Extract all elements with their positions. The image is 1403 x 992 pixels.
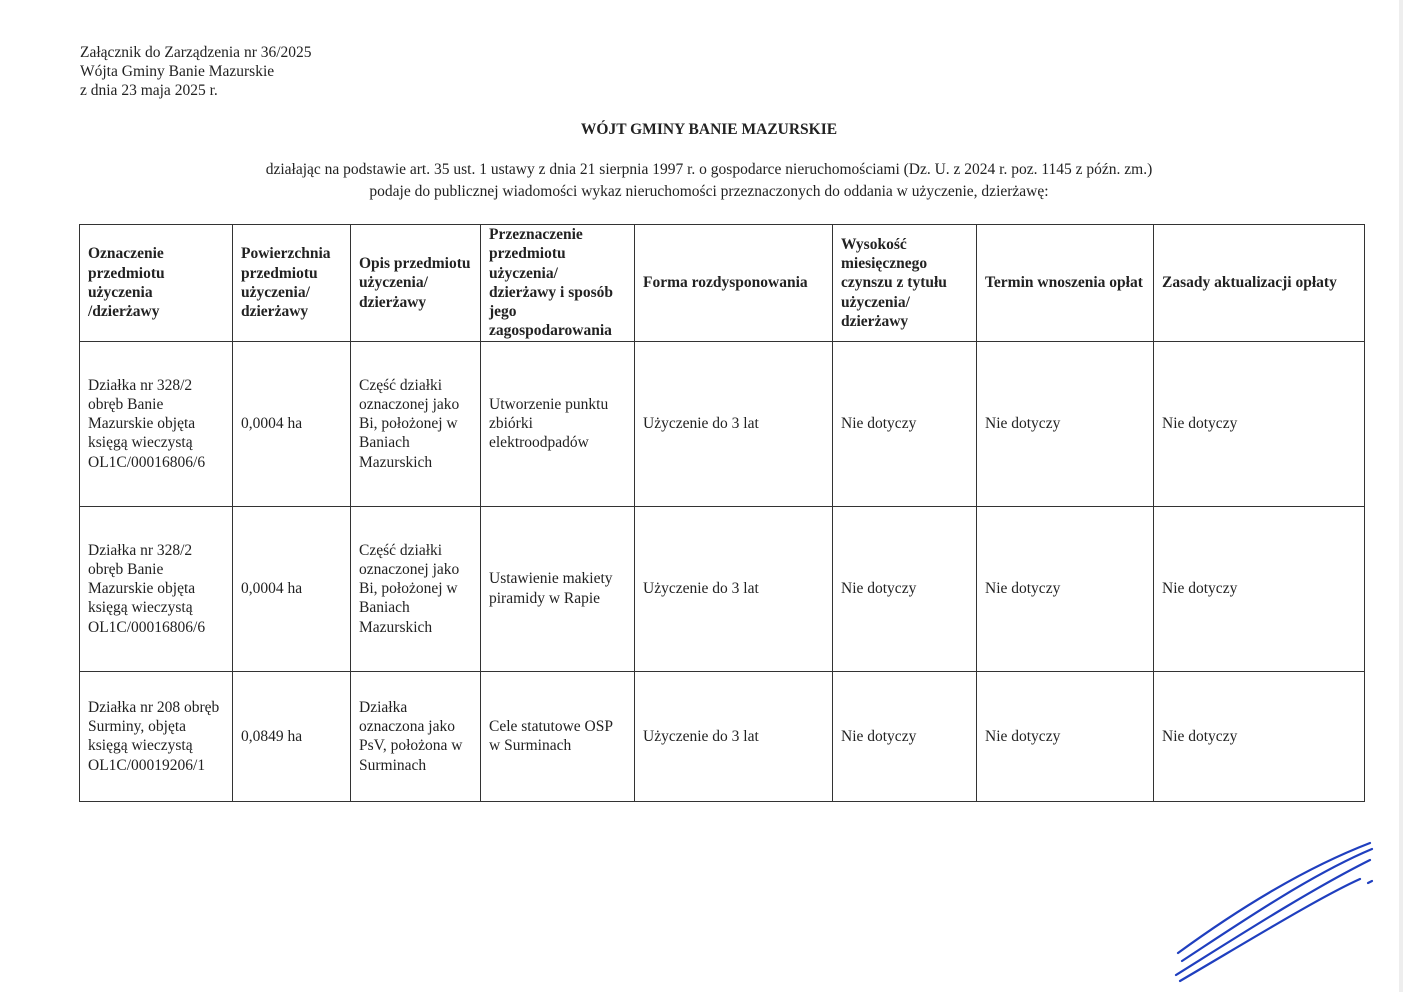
table-cell: Część działki oznaczonej jako Bi, położonej w Baniach Mazurskich bbox=[351, 506, 481, 671]
table-cell: 0,0849 ha bbox=[233, 671, 351, 801]
table-header-row bbox=[80, 225, 1365, 342]
table-cell: Działka nr 208 obręb Surminy, objęta księgą wieczystą OL1C/00019206/1 bbox=[80, 671, 233, 801]
table-cell: Nie dotyczy bbox=[1154, 506, 1365, 671]
table-cell: Nie dotyczy bbox=[1154, 341, 1365, 506]
attachment-header bbox=[80, 43, 312, 100]
intro-text bbox=[0, 159, 1403, 203]
table-cell: 0,0004 ha bbox=[233, 341, 351, 506]
table-cell: Nie dotyczy bbox=[833, 506, 977, 671]
table-cell: Cele statutowe OSP w Surminach bbox=[481, 671, 635, 801]
header-line: Załącznik do Zarządzenia nr 36/2025 bbox=[80, 44, 312, 61]
table-cell: Użyczenie do 3 lat bbox=[635, 341, 833, 506]
intro-line: działając na podstawie art. 35 ust. 1 ustawy z dnia 21 sierpnia 1997 r. o gospodarce nieruchomościami (Dz. U. z 2024 r. poz. 1145 z późn. zm.) bbox=[265, 161, 1153, 178]
header-line: Wójta Gminy Banie Mazurskie bbox=[80, 63, 275, 80]
column-header: Termin wnoszenia opłat bbox=[977, 225, 1154, 342]
header-line: z dnia 23 maja 2025 r. bbox=[80, 82, 218, 99]
intro-line: podaje do publicznej wiadomości wykaz nieruchomości przeznaczonych do oddania w użyczenie, dzierżawę: bbox=[369, 183, 1049, 200]
table-cell: Nie dotyczy bbox=[833, 341, 977, 506]
table-cell: Działka nr 328/2 obręb Banie Mazurskie objęta księgą wieczystą OL1C/00016806/6 bbox=[80, 341, 233, 506]
column-header: Forma rozdysponowania bbox=[635, 225, 833, 342]
table-cell: Nie dotyczy bbox=[833, 671, 977, 801]
column-header: Powierzchnia przedmiotu użyczenia/ dzierżawy bbox=[233, 225, 351, 342]
table-cell: Nie dotyczy bbox=[1154, 671, 1365, 801]
document-title: WÓJT GMINY BANIE MAZURSKIE bbox=[580, 121, 838, 138]
column-header: Opis przedmiotu użyczenia/ dzierżawy bbox=[351, 225, 481, 342]
column-header: Wysokość miesięcznego czynszu z tytułu użyczenia/ dzierżawy bbox=[833, 225, 977, 342]
table-cell: Działka nr 328/2 obręb Banie Mazurskie objęta księgą wieczystą OL1C/00016806/6 bbox=[80, 506, 233, 671]
table-cell: Nie dotyczy bbox=[977, 341, 1154, 506]
column-header: Oznaczenie przedmiotu użyczenia /dzierżawy bbox=[80, 225, 233, 342]
table-cell: Ustawienie makiety piramidy w Rapie bbox=[481, 506, 635, 671]
column-header: Przeznaczenie przedmiotu użyczenia/ dzierżawy i sposób jego zagospodarowania bbox=[481, 225, 635, 342]
table-cell: Użyczenie do 3 lat bbox=[635, 506, 833, 671]
table-row bbox=[80, 341, 1365, 506]
table-row bbox=[80, 506, 1365, 671]
property-table bbox=[79, 224, 1365, 802]
table-cell: Utworzenie punktu zbiórki elektroodpadów bbox=[481, 341, 635, 506]
table-cell: Działka oznaczona jako PsV, położona w Surminach bbox=[351, 671, 481, 801]
table-cell: Nie dotyczy bbox=[977, 671, 1154, 801]
table-cell: Nie dotyczy bbox=[977, 506, 1154, 671]
table-cell: Użyczenie do 3 lat bbox=[635, 671, 833, 801]
column-header: Zasady aktualizacji opłaty bbox=[1154, 225, 1365, 342]
handwritten-signature bbox=[1170, 835, 1380, 985]
scan-edge bbox=[1399, 0, 1403, 992]
table-cell: Część działki oznaczonej jako Bi, położonej w Baniach Mazurskich bbox=[351, 341, 481, 506]
table-row bbox=[80, 671, 1365, 801]
table-cell: 0,0004 ha bbox=[233, 506, 351, 671]
